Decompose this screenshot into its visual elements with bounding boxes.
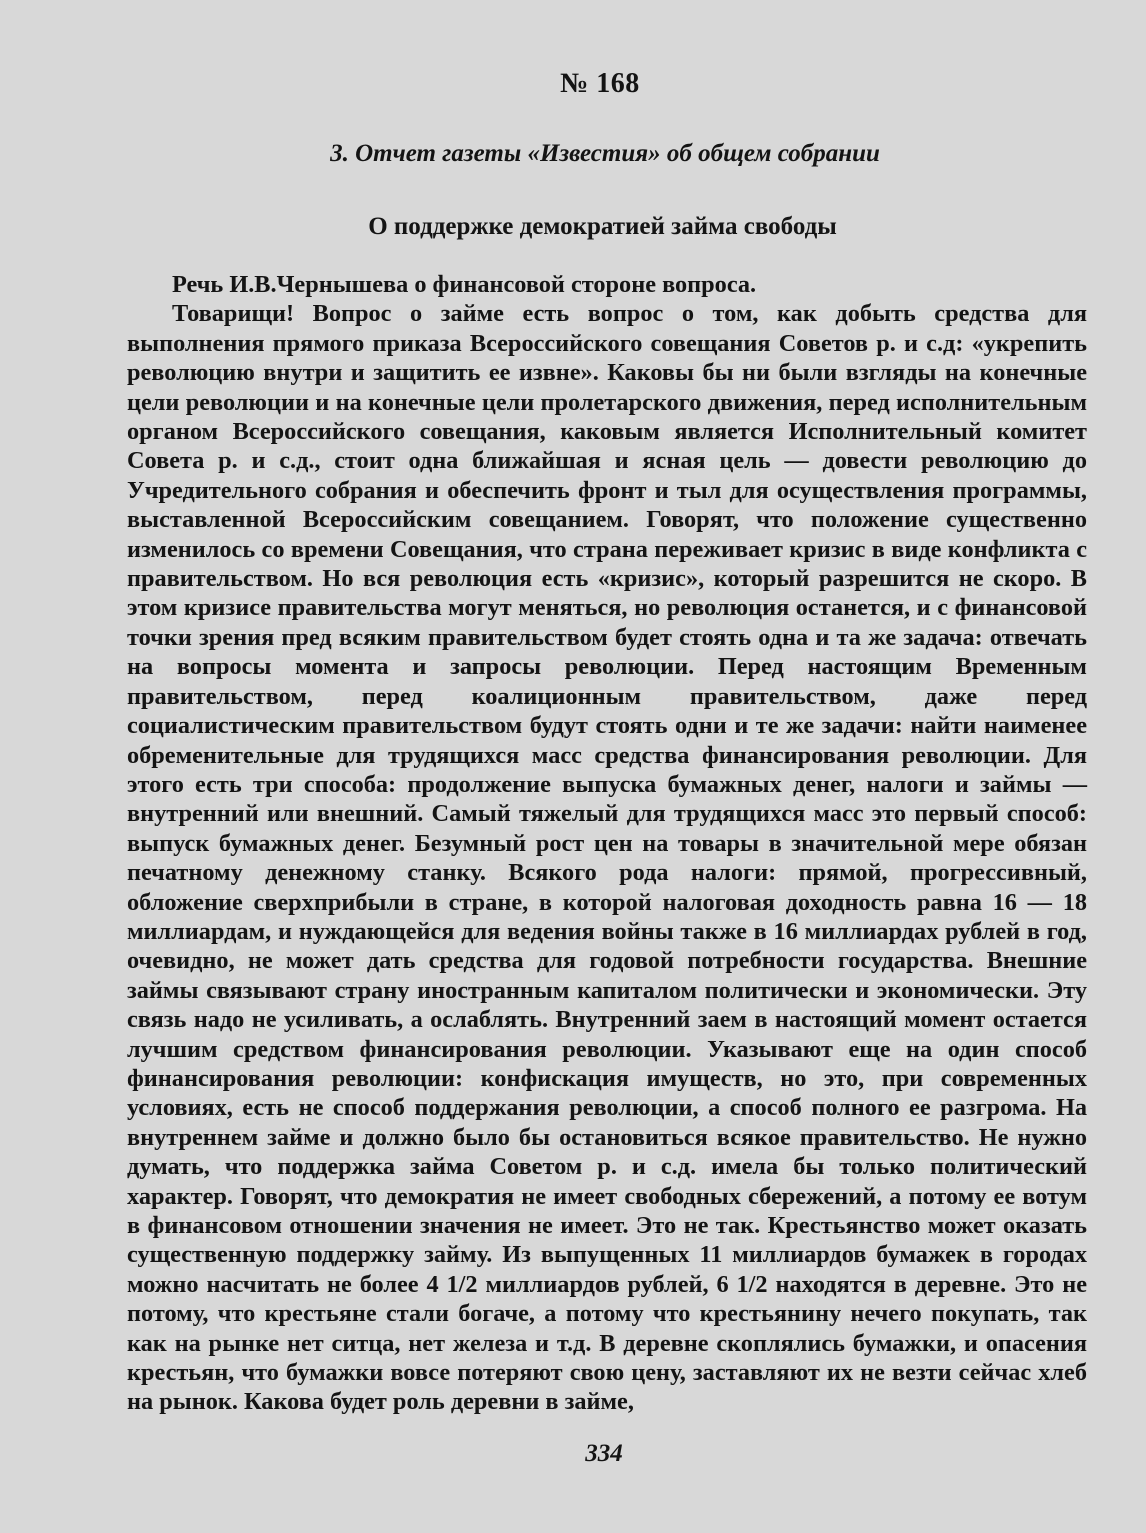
- document-number: № 168: [560, 68, 640, 99]
- document-subtitle: 3. Отчет газеты «Известия» об общем собрании: [330, 140, 880, 167]
- page-number: 334: [585, 1440, 623, 1467]
- document-heading: О поддержке демократией займа свободы: [368, 213, 837, 240]
- speech-text: Товарищи! Вопрос о займе есть вопрос о том, как добыть средства для выполнения прямого приказа Всероссийского совещания Советов р. и с.д: «укрепить революцию внутри и защитить ее извне». Каковы бы ни были взгляды на конечные цели революции и на конечные цели пролетарского движения, перед исполнительным органом Всероссийского совещания, каковым является Исполнительный комитет Совета р. и с.д., стоит одна ближайшая и ясная цель — довести революцию до Учредительного собрания и обеспечить фронт и тыл для осуществления программы, выставленной Всероссийским совещанием. Говорят, что положение существенно изменилось со времени Совещания, что страна переживает кризис в виде конфликта с правительством. Но вся революция есть «кризис», который разрешится не скоро. В этом кризисе правительства могут меняться, но революция останется, и с финансовой точки зрения пред всяким правительством будет стоять одна и та же задача: отвечать на вопросы момента и запросы революции. Перед настоящим Временным правительством, перед коалиционным правительством, даже перед социалистическим правительством будут стоять одни и те же задачи: найти наименее обременительные для трудящихся масс средства финансирования революции. Для этого есть три способа: продолжение выпуска бумажных денег, налоги и займы — внутренний или внешний. Самый тяжелый для трудящихся масс это первый способ: выпуск бумажных денег. Безумный рост цен на товары в значительной мере обязан печатному денежному станку. Всякого рода налоги: прямой, прогрессивный, обложение сверхприбыли в стране, в которой налоговая доходность равна 16 — 18 миллиардам, и нуждающейся для ведения войны также в 16 миллиардах рублей в год, очевидно, не может дать средства для годовой потребности государства. Внешние займы связывают страну иностранным капиталом политически и экономически. Эту связь надо не усиливать, а ослаблять. Внутренний заем в настоящий момент остается лучшим средством финансирования революции. Указывают еще на один способ финансирования революции: конфискация имуществ, но это, при современных условиях, есть не способ поддержания революции, а способ полного ее разгрома. На внутреннем займе и должно было бы остановиться всякое правительство. Не нужно думать, что поддержка займа Советом р. и с.д. имела бы только политический характер. Говорят, что демократия не имеет свободных сбережений, а потому ее вотум в финансовом отношении значения не имеет. Это не так. Крестьянство может оказать существенную поддержку займу. Из выпущенных 11 миллиардов бумажек в городах можно насчитать не более 4 1/2 миллиардов рублей, 6 1/2 находятся в деревне. Это не потому, что крестьяне стали богаче, а потому что крестьянину нечего покупать, так как на рынке нет ситца, нет железа и т.д. В деревне скоплялись бумажки, и опасения крестьян, что бумажки вовсе потеряют свою цену, заставляют их не везти сейчас хлеб на рынок. Какова будет роль деревни в займе,: [127, 300, 1087, 1416]
- document-body: [127, 270, 1087, 1417]
- speech-intro: Речь И.В.Чернышева о финансовой стороне вопроса.: [172, 271, 757, 298]
